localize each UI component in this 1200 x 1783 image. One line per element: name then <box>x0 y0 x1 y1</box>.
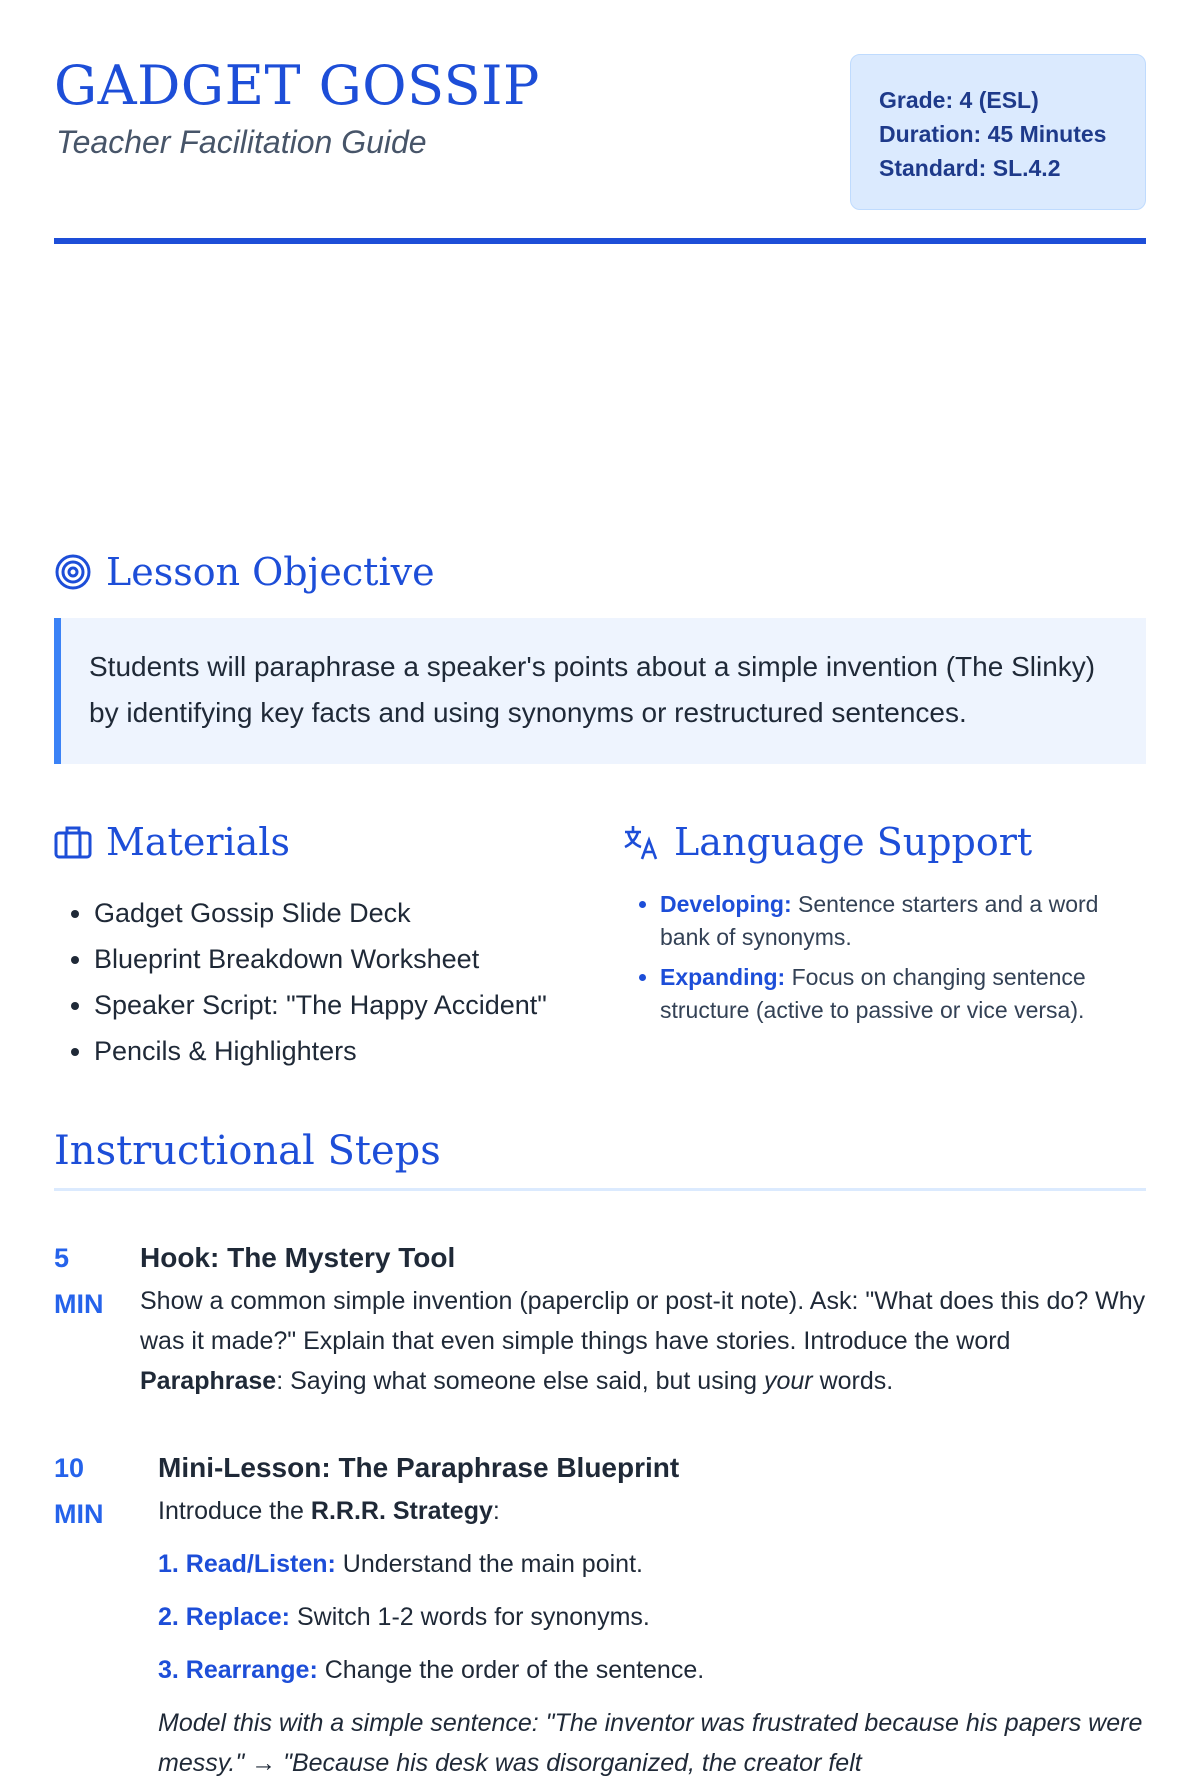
translate-icon <box>622 823 660 861</box>
rrr-text: Switch 1-2 words for synonyms. <box>290 1603 650 1631</box>
materials-heading-row <box>54 820 622 864</box>
meta-grade: Grade: 4 (ESL) <box>879 87 1039 113</box>
rrr-text: Understand the main point. <box>335 1550 643 1578</box>
meta-standard: Standard: SL.4.2 <box>879 155 1061 181</box>
lesson-meta-card <box>850 54 1146 210</box>
materials-section <box>54 820 622 1074</box>
list-item: • Gadget Gossip Slide Deck <box>94 890 622 936</box>
list-item: • Blueprint Breakdown Worksheet <box>94 936 622 982</box>
emphasis-your: your <box>764 1367 813 1395</box>
step-text-part: : Saying what someone else said, but using <box>276 1367 764 1395</box>
objective-text: Students will paraphrase a speaker's points about a simple invention (The Slinky) by identifying key facts and using synonyms or restructured sentences. <box>54 618 1146 764</box>
step-mini-lesson <box>54 1445 1146 1783</box>
rrr-label: 1. Read/Listen: <box>158 1550 336 1578</box>
step-unit: MIN <box>54 1289 104 1319</box>
language-support-section <box>622 820 1146 1074</box>
model-example: Model this with a simple sentence: "The inventor was frustrated because his papers were messy." → "Because his desk was disorganized, the creator felt <box>158 1709 1143 1777</box>
target-icon <box>54 553 92 591</box>
term-paraphrase: Paraphrase <box>140 1367 277 1395</box>
page-title: GADGET GOSSIP <box>54 54 540 117</box>
objective-heading-row <box>54 550 1146 594</box>
materials-language-columns <box>54 820 1146 1074</box>
rrr-text: Change the order of the sentence. <box>317 1656 705 1684</box>
step-minutes: 10 <box>54 1453 85 1483</box>
support-text-developing: Sentence starters and a word bank of synonyms. <box>660 891 1099 950</box>
materials-heading: Materials <box>106 820 290 864</box>
rrr-item-rearrange <box>158 1650 1146 1690</box>
list-item <box>660 961 1146 1027</box>
step-minutes: 5 <box>54 1243 70 1273</box>
step-intro <box>158 1491 1146 1531</box>
step-title: Hook: The Mystery Tool <box>140 1242 456 1273</box>
steps-heading-row <box>54 1128 1146 1191</box>
step-text-part: Show a common simple invention (paperclip or post-it note). Ask: "What does this do? Why was it made?" Explain that even simple things have stories. Introduce the word <box>140 1287 1146 1355</box>
rrr-item-replace <box>158 1597 1146 1637</box>
step-hook <box>54 1235 1146 1401</box>
objective-heading: Lesson Objective <box>106 550 435 594</box>
step-duration <box>54 1235 140 1401</box>
step-description <box>140 1281 1146 1401</box>
briefcase-icon <box>54 824 92 860</box>
language-support-list <box>622 888 1146 1027</box>
step-text-part: words. <box>812 1367 894 1395</box>
list-item: • Speaker Script: "The Happy Accident" <box>94 982 622 1028</box>
list-item: • Pencils & Highlighters <box>94 1028 622 1074</box>
rrr-label: 3. Rearrange: <box>158 1656 318 1684</box>
meta-duration: Duration: 45 Minutes <box>879 121 1107 147</box>
support-label-expanding: Expanding: <box>660 964 786 990</box>
step-duration <box>54 1445 158 1783</box>
step-content <box>140 1235 1146 1401</box>
rrr-label: 2. Replace: <box>158 1603 291 1631</box>
step-unit: MIN <box>54 1499 104 1529</box>
steps-heading: Instructional Steps <box>54 1128 441 1174</box>
support-label-developing: Developing: <box>660 891 792 917</box>
objective-section <box>54 550 1146 764</box>
step-title: Mini-Lesson: The Paraphrase Blueprint <box>158 1452 680 1483</box>
list-item <box>660 888 1146 954</box>
language-heading-row <box>622 820 1146 864</box>
rrr-item-read <box>158 1544 1146 1584</box>
step-content <box>158 1445 1146 1783</box>
support-text-expanding: Focus on changing sentence structure (active to passive or vice versa). <box>660 964 1086 1023</box>
step-text-part: : <box>492 1497 500 1525</box>
strategy-name: R.R.R. Strategy <box>310 1497 493 1525</box>
step-text-part: Introduce the <box>158 1497 311 1525</box>
guide-header <box>54 0 1146 244</box>
language-heading: Language Support <box>674 820 1033 864</box>
materials-list <box>54 890 622 1074</box>
page-subtitle: Teacher Facilitation Guide <box>56 124 427 160</box>
